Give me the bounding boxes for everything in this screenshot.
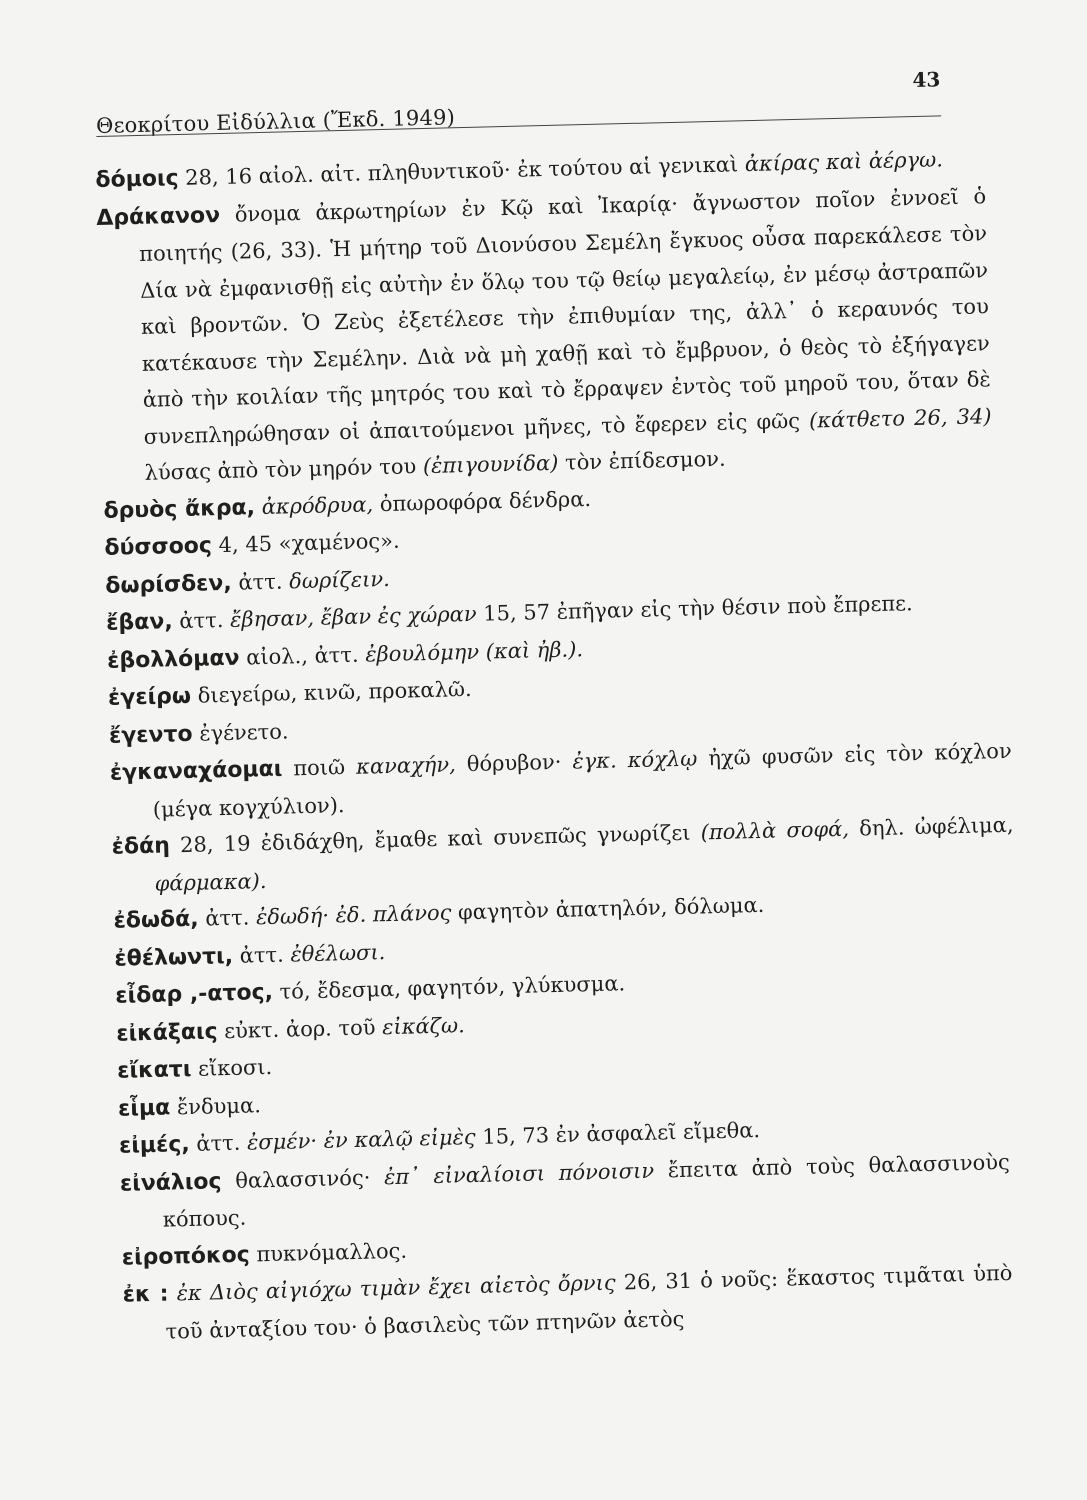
entry-italic: εἰκάζω. xyxy=(381,1012,466,1039)
headword: εἰνάλιος xyxy=(119,1168,222,1197)
glossary-entry xyxy=(96,178,993,493)
entry-italic: ἀκίρας xyxy=(744,150,820,177)
entry-italic: ἀκρόδρυα, xyxy=(261,491,374,519)
entry-italic: ἐπ᾽ εἰναλίοισι πόνοισιν xyxy=(383,1158,655,1189)
entry-text xyxy=(819,150,820,174)
entry-text: 4, 45 «χαμένος». xyxy=(211,528,400,558)
entry-italic: ἐβουλόμην (καὶ ἠβ.). xyxy=(365,636,584,667)
entry-italic: (πολλὰ σοφά, xyxy=(700,816,850,845)
entry-text: ἔπειτα ἀπὸ τοὺς θαλασσινοὺς κόπους. xyxy=(162,1149,1010,1232)
entry-text: εἴκοσι. xyxy=(191,1054,273,1081)
entry-text: ὀπωροφόρα δένδρα. xyxy=(372,486,592,516)
entry-italic: ἔβησαν, ἔβαν ἐς χώραν xyxy=(229,601,477,632)
entry-text: φαγητὸν ἀπατηλόν, δόλωμα. xyxy=(451,892,765,925)
entry-text: 26, 31 ὁ νοῦς: ἕκαστος τιμᾶται ὑπὸ τοῦ ἀνταξίου του· ὁ βασιλεὺς τῶν πτηνῶν ἀετὸς xyxy=(165,1260,1013,1344)
entry-italic: ἐκ Διὸς αἰγιόχω τιμὰν ἔχει αἰετὸς ὄρνις xyxy=(176,1270,616,1306)
headword: ἔβαν, xyxy=(105,609,174,636)
entry-italic: δωρίζειν. xyxy=(288,566,391,593)
entry-text: ἀττ. xyxy=(189,1130,248,1156)
entry-text: λύσας ἀπὸ τὸν μηρόν του xyxy=(144,454,424,485)
headword: εἷμα xyxy=(117,1094,171,1122)
entry-text: τό, ἔδεσμα, φαγητόν, γλύκυσμα. xyxy=(272,971,626,1004)
entry-text: 28, 19 ἐδιδάχθη, ἔμαθε καὶ συνεπῶς γνωρίζει xyxy=(169,820,702,858)
entry-text: 15, 57 ἐπῆγαν εἰς τὴν θέσιν ποὺ ἔπρεπε. xyxy=(476,591,913,626)
glossary-body xyxy=(95,140,1014,1350)
entry-text: τὸν ἐπίδεσμον. xyxy=(558,446,726,475)
entry-italic: καὶ ἀέργω. xyxy=(825,147,944,175)
entry-text: ὄνομα ἀκρωτηρίων ἐν Κῷ καὶ Ἰκαρίᾳ· ἄγνωστον ποῖον ἐννοεῖ ὁ ποιητής (26, 33). Ἡ μήτηρ τοῦ Διονύσου Σεμέλη ἔγκυος οὖσα παρεκάλεσε τὸν Δία νὰ ἐμφανισθῇ εἰς αὐτὴν ἐν ὅλῳ του τῷ θείῳ μεγαλείῳ, ἐν μέσῳ ἀστραπῶν καὶ βροντῶν. Ὁ Ζεὺς ἐξετέλεσε τὴν ἐπιθυμίαν της, ἀλλ᾽ ὁ κεραυνός του κατέκαυσε τὴν Σεμέλην. Διὰ νὰ μὴ χαθῇ καὶ τὸ ἔμβρυον, ὁ θεὸς τὸ ἐξήγαγεν ἀπὸ τὴν κοιλίαν τῆς μητρός του καὶ τὸ ἔρραψεν ἐντὸς τοῦ μηροῦ του, ὅταν δὲ συνεπληρώθησαν οἱ ἀπαιτούμενοι μῆνες, τὸ ἔφερεν εἰς φῶς xyxy=(138,183,991,449)
headword: εἰκάξαις xyxy=(115,1018,218,1047)
entry-italic: καναχήν, xyxy=(355,752,457,779)
entry-text: 28, 16 αἰολ. αἰτ. πληθυντικοῦ· ἐκ τούτου αἱ γενικαὶ xyxy=(178,152,746,190)
headword: ἐδάη xyxy=(111,833,171,860)
entry-italic: ἐδωδή· ἐδ. πλάνος xyxy=(255,900,452,930)
headword: ἐβολλόμαν xyxy=(106,645,240,674)
entry-text: 15, 73 ἐν ἀσφαλεῖ εἴμεθα. xyxy=(475,1118,761,1149)
entry-text: δηλ. ὠφέλιμα, xyxy=(848,812,1014,841)
entry-italic: ἐθέλωσι. xyxy=(290,939,386,966)
entry-text: ἀττ. xyxy=(232,941,291,968)
headword: ἐγκαναχάομαι xyxy=(109,756,283,786)
headword: δύσσοος xyxy=(104,533,213,561)
headword: ἐκ : xyxy=(122,1281,169,1308)
headword: ἐγείρω xyxy=(107,683,192,711)
entry-text: ἀττ. xyxy=(172,607,231,634)
entry-text: ἔνδυμα. xyxy=(169,1092,262,1119)
entry-text: ἠχῶ φυσῶν εἰς τὸν κόχλον (μέγα κογχύλιον). xyxy=(152,738,1012,822)
headword: ἔγεντο xyxy=(108,721,193,749)
entry-text: ποιῶ xyxy=(281,754,357,781)
entry-text: αἰολ., ἀττ. xyxy=(239,642,366,670)
headword: δωρίσδεν, xyxy=(105,570,233,599)
page-header xyxy=(95,59,941,140)
headword: εἶδαρ ,-ατος, xyxy=(115,979,274,1009)
headword: Δράκανον xyxy=(96,202,221,231)
entry-italic: ἐγκ. κόχλῳ xyxy=(572,746,698,774)
entry-text: πυκνόμαλλος. xyxy=(249,1238,408,1267)
headword: εἰμές, xyxy=(118,1131,190,1159)
entry-italic: (κάτθετο 26, 34) xyxy=(808,403,992,433)
page-number: 43 xyxy=(912,67,941,93)
entry-text: ἀττ. xyxy=(198,905,257,931)
headword: ἐθέλωντι, xyxy=(114,943,234,972)
entry-italic: φάρμακα). xyxy=(154,868,267,896)
headword: εἰροπόκος xyxy=(121,1242,251,1271)
entry-text: ἐγένετο. xyxy=(192,718,289,746)
headword: δόμοις xyxy=(95,165,179,193)
headword: εἴκατι xyxy=(116,1056,192,1084)
entry-text: θόρυβον· xyxy=(455,749,573,777)
entry-text: εὐκτ. ἀορ. τοῦ xyxy=(217,1014,383,1043)
entry-text: ἀττ. xyxy=(231,568,290,595)
headword: ἐδωδά, xyxy=(113,906,199,934)
entry-italic: ἐσμέν· ἐν καλῷ εἰμὲς xyxy=(246,1124,476,1155)
entry-text: διεγείρω, κινῶ, προκαλῶ. xyxy=(190,676,472,708)
entry-text: θαλασσινός· xyxy=(221,1164,385,1193)
entry-italic: (ἐπιγουνίδα) xyxy=(422,450,559,479)
headword: δρυὸς ἄκρα, xyxy=(103,494,256,524)
running-title: Θεοκρίτου Εἰδύλλια (Ἔκδ. 1949) xyxy=(95,105,456,138)
